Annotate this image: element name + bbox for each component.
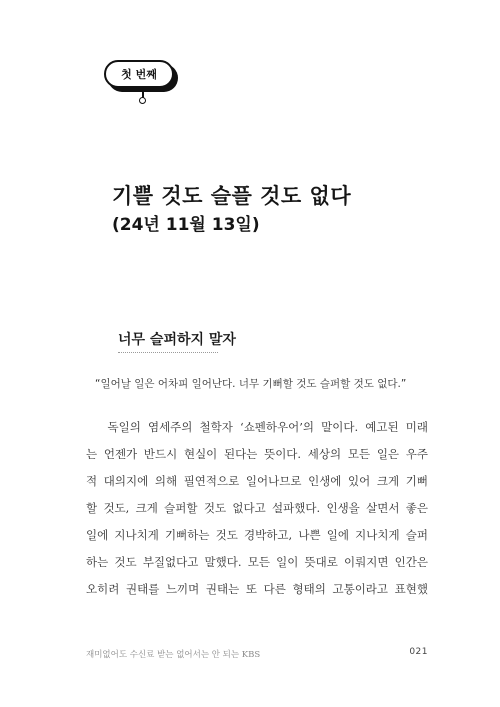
body-line: 하는 것도 부질없다고 말했다. 모든 일이 뜻대로 이뤄지면 인간은 bbox=[86, 555, 428, 569]
running-title: 재미없어도 수신료 받는 없어서는 안 되는 KBS bbox=[86, 650, 261, 660]
section-heading: 너무 슬퍼하지 말자 bbox=[118, 332, 236, 348]
chapter-badge-dot bbox=[139, 97, 146, 104]
chapter-badge bbox=[104, 60, 184, 105]
body-line: 독일의 염세주의 철학자 ‘쇼펜하우어’의 말이다. 예고된 미래 bbox=[86, 420, 428, 434]
section-heading-rule bbox=[118, 352, 218, 353]
chapter-badge-label: 첫 번째 bbox=[104, 60, 174, 88]
body-line: 는 언젠가 반드시 현실이 된다는 뜻이다. 세상의 모든 일은 우주 bbox=[86, 447, 428, 461]
body-paragraph bbox=[86, 414, 428, 603]
body-line: 할 것도, 크게 슬퍼할 것도 없다고 설파했다. 인생을 살면서 좋은 bbox=[86, 501, 428, 515]
body-line: 오히려 권태를 느끼며 권태는 또 다른 형태의 고통이라고 표현했 bbox=[86, 582, 428, 596]
quote-text: “일어날 일은 어차피 일어난다. 너무 기뻐할 것도 슬퍼할 것도 없다.” bbox=[95, 378, 407, 390]
body-line: 일에 지나치게 기뻐하는 것도 경박하고, 나쁜 일에 지나치게 슬퍼 bbox=[86, 528, 428, 542]
page-number: 021 bbox=[409, 647, 428, 657]
body-line: 적 대의지에 의해 필연적으로 일어나므로 인생에 있어 크게 기뻐 bbox=[86, 474, 428, 488]
page-subtitle-date: (24년 11월 13일) bbox=[112, 215, 260, 235]
page-title: 기쁠 것도 슬플 것도 없다 bbox=[112, 184, 352, 208]
